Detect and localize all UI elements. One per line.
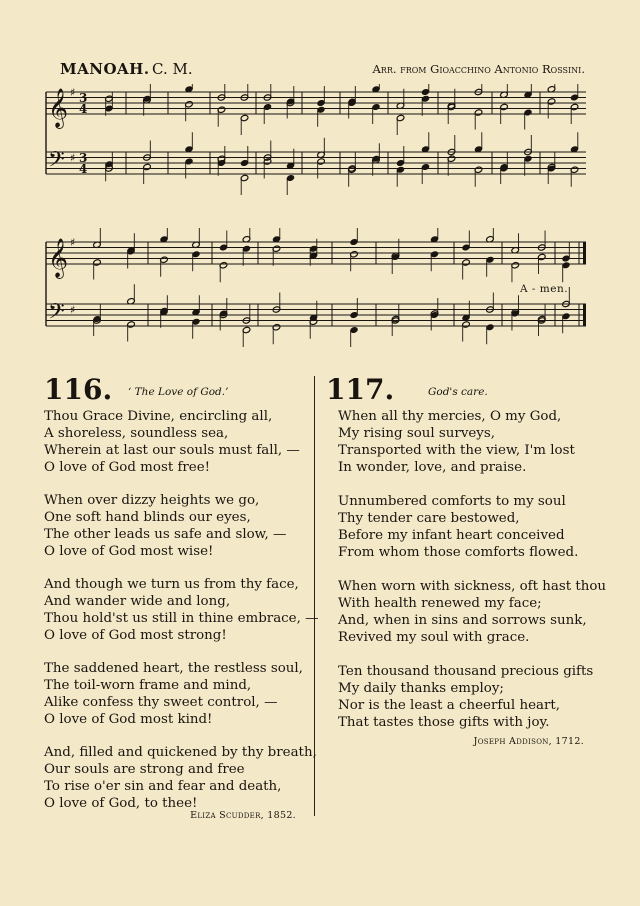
- stanza-line: Unnumbered comforts to my soul: [338, 494, 566, 509]
- stanza-line: And though we turn us from thy face,: [44, 577, 299, 592]
- stanza: [44, 744, 317, 812]
- stanza-line: The toil-worn frame and mind,: [44, 678, 252, 693]
- svg-text:𝄞: 𝄞: [48, 238, 69, 278]
- svg-text:4: 4: [79, 102, 88, 116]
- stanza-line: Wherein at last our souls must fall, —: [44, 443, 300, 458]
- stanza: [44, 408, 300, 476]
- svg-text:𝄢: 𝄢: [48, 299, 65, 330]
- stanza-line: O love of God most kind!: [44, 712, 213, 727]
- hymn-116: [44, 373, 319, 826]
- stanza-line: Nor is the least a cheerful heart,: [338, 698, 561, 713]
- music-system-1: [40, 84, 590, 204]
- stanza: [44, 576, 319, 644]
- tune-header: [60, 60, 585, 80]
- stanza-line: O love of God most free!: [44, 460, 211, 475]
- svg-text:4: 4: [79, 162, 88, 176]
- svg-text:♯: ♯: [70, 151, 76, 165]
- stanza-line: That tastes those gifts with joy.: [338, 715, 550, 730]
- amen-label: A - men.: [520, 283, 569, 295]
- svg-text:♯: ♯: [70, 236, 76, 249]
- stanza-line: When over dizzy heights we go,: [44, 493, 260, 508]
- stanza-line: Thy tender care bestowed,: [338, 511, 520, 526]
- stanza-line: From whom those comforts flowed.: [338, 545, 579, 560]
- stanza: [338, 578, 606, 646]
- stanza-line: Thou hold'st us still in thine embrace, —: [44, 611, 319, 626]
- stanza-line: The saddened heart, the restless soul,: [44, 661, 303, 676]
- stanza-line: With health renewed my face;: [338, 596, 542, 611]
- stanza-line: When worn with sickness, oft hast thou: [338, 579, 607, 594]
- stanza-line: My daily thanks employ;: [338, 681, 504, 696]
- stanza-line: O love of God, to thee!: [44, 796, 198, 811]
- music-system-2: [40, 228, 590, 358]
- stanza-line: When all thy mercies, O my God,: [338, 409, 562, 424]
- svg-text:𝄢: 𝄢: [48, 147, 65, 178]
- svg-text:♯: ♯: [70, 86, 76, 99]
- stanza-line: To rise o'er sin and fear and death,: [44, 779, 282, 794]
- svg-text:𝄞: 𝄞: [48, 88, 69, 128]
- stanza: [338, 663, 593, 731]
- music-system-2-notation: [40, 228, 590, 358]
- svg-text:♯: ♯: [70, 303, 76, 317]
- tune-meter: C. M.: [152, 60, 193, 78]
- svg-text:3: 3: [79, 91, 88, 105]
- hymn-116-number: 116.: [44, 373, 113, 406]
- stanza-line: One soft hand blinds our eyes,: [44, 510, 251, 525]
- stanza-line: And, filled and quickened by thy breath,: [44, 745, 317, 760]
- stanza-line: And, when in sins and sorrows sunk,: [338, 613, 587, 628]
- stanza-line: O love of God most strong!: [44, 628, 227, 643]
- stanza-line: Before my infant heart conceived: [338, 528, 565, 543]
- hymn-117-author: Joseph Addison, 1712.: [473, 736, 584, 747]
- stanza-line: A shoreless, soundless sea,: [44, 426, 229, 441]
- svg-text:3: 3: [79, 151, 88, 165]
- tune-name: MANOAH.: [60, 60, 150, 78]
- hymn-117: [326, 373, 607, 756]
- stanza-line: Our souls are strong and free: [44, 762, 245, 777]
- stanza-line: My rising soul surveys,: [338, 426, 496, 441]
- stanza-line: Transported with the view, I'm lost: [338, 443, 575, 458]
- stanza: [44, 492, 286, 560]
- stanza-line: And wander wide and long,: [44, 594, 231, 609]
- stanza-line: Ten thousand thousand precious gifts: [338, 664, 594, 679]
- hymn-116-title: ‘ The Love of God.’: [128, 386, 229, 398]
- music-system-1-notation: [40, 84, 590, 204]
- stanza-line: The other leads us safe and slow, —: [44, 527, 287, 542]
- hymn-117-title: God's care.: [428, 386, 488, 398]
- stanza: [338, 493, 578, 561]
- stanza-line: Alike confess thy sweet control, —: [44, 695, 278, 710]
- stanza-line: O love of God most wise!: [44, 544, 214, 559]
- stanza-line: In wonder, love, and praise.: [338, 460, 527, 475]
- stanza: [338, 408, 575, 476]
- stanza-line: Revived my soul with grace.: [338, 630, 530, 645]
- stanza: [44, 660, 303, 728]
- arranger-credit: Arr. from Gioacchino Antonio Rossini.: [372, 62, 585, 76]
- stanza-line: Thou Grace Divine, encircling all,: [44, 409, 273, 424]
- hymn-116-author: Eliza Scudder, 1852.: [190, 810, 296, 821]
- hymn-117-number: 117.: [326, 373, 395, 406]
